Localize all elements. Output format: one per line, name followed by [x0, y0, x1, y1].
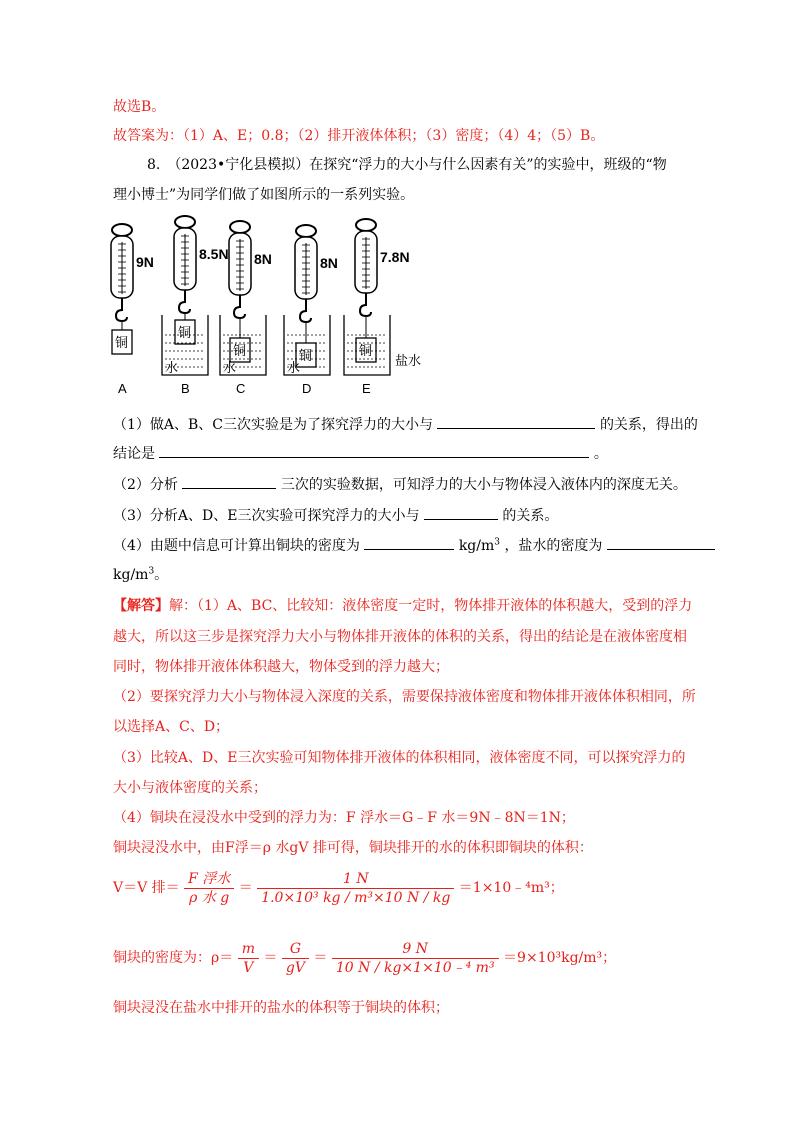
- fraction-denominator: ρ 水 g: [189, 889, 230, 906]
- formula-fraction: [332, 940, 499, 977]
- scale-reading: 8N: [254, 251, 272, 267]
- question-1-line: [113, 443, 608, 464]
- formula-text: ＝: [263, 950, 278, 966]
- question-title: 8. （2023•宁化县模拟）在探究“浮力的大小与什么因素有关”的实验中，班级的“物: [147, 157, 667, 173]
- q4-unit-sup: 3: [494, 537, 500, 548]
- copper-block-label: 铜: [359, 343, 373, 358]
- answer-line: （2）要探究浮力大小与物体浸入深度的关系，需要保持液体密度和物体排开液体体积相同，所: [113, 689, 696, 705]
- experiment-label: B: [181, 381, 190, 395]
- scale-reading: 8.5N: [199, 246, 229, 262]
- question-4-line: [113, 565, 168, 585]
- formula-volume: [113, 868, 564, 908]
- answer-line: （4）铜块在浸没水中受到的浮力为：F 浮水＝G﹣F 水＝9N﹣8N＝1N；: [113, 810, 575, 826]
- answer-line: 铜块浸没水中，由F浮＝ρ 水gV 排可得，铜块排开的水的体积即铜块的体积：: [113, 840, 593, 856]
- spring-scale-ring: [296, 225, 316, 237]
- fraction-denominator: V: [243, 959, 254, 976]
- fraction-numerator: 1 N: [257, 870, 454, 889]
- spring-scale-ring: [112, 224, 132, 236]
- text-line: 故选B。: [113, 99, 166, 115]
- copper-block-label: 铜: [233, 343, 247, 358]
- formula-text: ＝: [313, 950, 328, 966]
- answer-line: （3）比较A、D、E三次实验可知物体排开液体的体积相同，液体密度不同，可以探究浮力的: [113, 750, 686, 766]
- q4-text: 。: [154, 567, 169, 583]
- fraction-denominator: 10 N / kg×1×10﹣⁴ m³: [335, 959, 495, 976]
- formula-text: V＝V 排＝: [113, 880, 180, 896]
- q3-text: 的关系。: [502, 508, 559, 524]
- formula-text: ＝1×10﹣⁴m³；: [458, 880, 564, 896]
- scale-hook: [360, 293, 371, 316]
- answer-line: 铜块浸没在盐水中排开的盐水的体积等于铜块的体积；: [113, 1000, 449, 1016]
- scale-hook: [234, 295, 245, 318]
- fraction-numerator: m: [238, 940, 259, 959]
- q1-text: 的关系，得出的: [599, 417, 698, 433]
- q1-conclusion-blank[interactable]: [159, 443, 589, 458]
- q1-blank[interactable]: [437, 414, 595, 429]
- question-2-line: [113, 474, 687, 495]
- formula-fraction: [282, 940, 309, 977]
- copper-block-label: 铜: [299, 348, 313, 363]
- question-1-line: [113, 414, 698, 435]
- q3-blank[interactable]: [424, 505, 498, 520]
- formula-text: 铜块的密度为：ρ＝: [113, 950, 234, 966]
- q4-unit: kg/m: [113, 567, 149, 583]
- formula-fraction: [257, 870, 454, 907]
- experiment-label: C: [236, 381, 246, 395]
- q2-blank[interactable]: [182, 474, 276, 489]
- scale-reading: 9N: [136, 254, 154, 270]
- q3-text: （3）分析A、D、E三次实验可探究浮力的大小与: [113, 508, 420, 524]
- water-label: 水: [223, 360, 237, 375]
- saltwater-label: 盐水: [395, 353, 422, 368]
- formula-density: [113, 938, 616, 978]
- q4-text: （4）由题中信息可计算出铜块的密度为: [113, 538, 360, 554]
- q1-text: 结论是: [113, 446, 155, 462]
- answer-tag: 【解答】: [113, 598, 169, 614]
- scale-hook: [179, 290, 190, 313]
- q4-unit-sup: 3: [148, 566, 155, 577]
- answer-line: 以选择A、C、D；: [113, 719, 230, 735]
- answer-line: 大小与液体密度的关系；: [113, 780, 267, 796]
- q2-text: 三次的实验数据，可知浮力的大小与物体浸入液体内的深度无关。: [280, 477, 687, 493]
- answer-line: [113, 596, 692, 616]
- fraction-numerator: 9 N: [332, 940, 499, 959]
- experiment-label: D: [302, 381, 312, 395]
- spring-scale-ring: [230, 221, 250, 233]
- fraction-numerator: G: [282, 940, 309, 959]
- copper-block-label: 铜: [178, 325, 192, 340]
- q4-saltwater-blank[interactable]: [607, 535, 715, 550]
- spring-scale-ring: [356, 219, 376, 231]
- text-line: 理小博士”为同学们做了如图所示的一系列实验。: [113, 187, 415, 203]
- scale-reading: 8N: [320, 255, 338, 271]
- experiment-label: E: [362, 381, 371, 395]
- question-3-line: [113, 505, 558, 526]
- q1-text: 。: [593, 446, 608, 462]
- formula-text: ＝: [238, 880, 253, 896]
- experiment-label: A: [118, 381, 127, 395]
- question-4-line: [113, 535, 715, 556]
- q1-text: （1）做A、B、C三次实验是为了探究浮力的大小与: [113, 417, 434, 433]
- water-label: 水: [165, 360, 179, 375]
- spring-scale-ring: [175, 216, 195, 228]
- fraction-numerator: F 浮水: [184, 870, 234, 889]
- q4-text: ，盐水的密度为: [504, 538, 603, 554]
- q4-unit: kg/m: [458, 538, 495, 554]
- q4-density-blank[interactable]: [364, 535, 454, 550]
- formula-text: ＝9×10³kg/m³；: [503, 950, 617, 966]
- scale-hook: [300, 299, 311, 322]
- answer-line: 同时，物体排开液体体积越大，物体受到的浮力越大；: [113, 659, 449, 675]
- q2-text: （2）分析: [113, 477, 178, 493]
- scale-reading: 7.8N: [380, 249, 410, 265]
- copper-block-label: 铜: [115, 335, 129, 350]
- fraction-denominator: gV: [285, 959, 305, 976]
- water-label: 水: [287, 360, 301, 375]
- scale-hook: [116, 298, 127, 321]
- fraction-denominator: 1.0×10³ kg / m³×10 N / kg: [261, 889, 451, 906]
- formula-fraction: [238, 940, 259, 977]
- experiment-figure: [100, 215, 430, 395]
- answer-line: 越大，所以这三步是探究浮力大小与物体排开液体的体积的关系，得出的结论是在液体密度相: [113, 629, 687, 645]
- formula-fraction: [184, 870, 234, 907]
- text-line: 故答案为：（1）A、E；0.8；（2）排开液体体积；（3）密度；（4）4；（5）B。: [113, 128, 605, 144]
- answer-text: 解：（1）A、BC、比较知：液体密度一定时，物体排开液体的体积越大，受到的浮力: [169, 598, 693, 614]
